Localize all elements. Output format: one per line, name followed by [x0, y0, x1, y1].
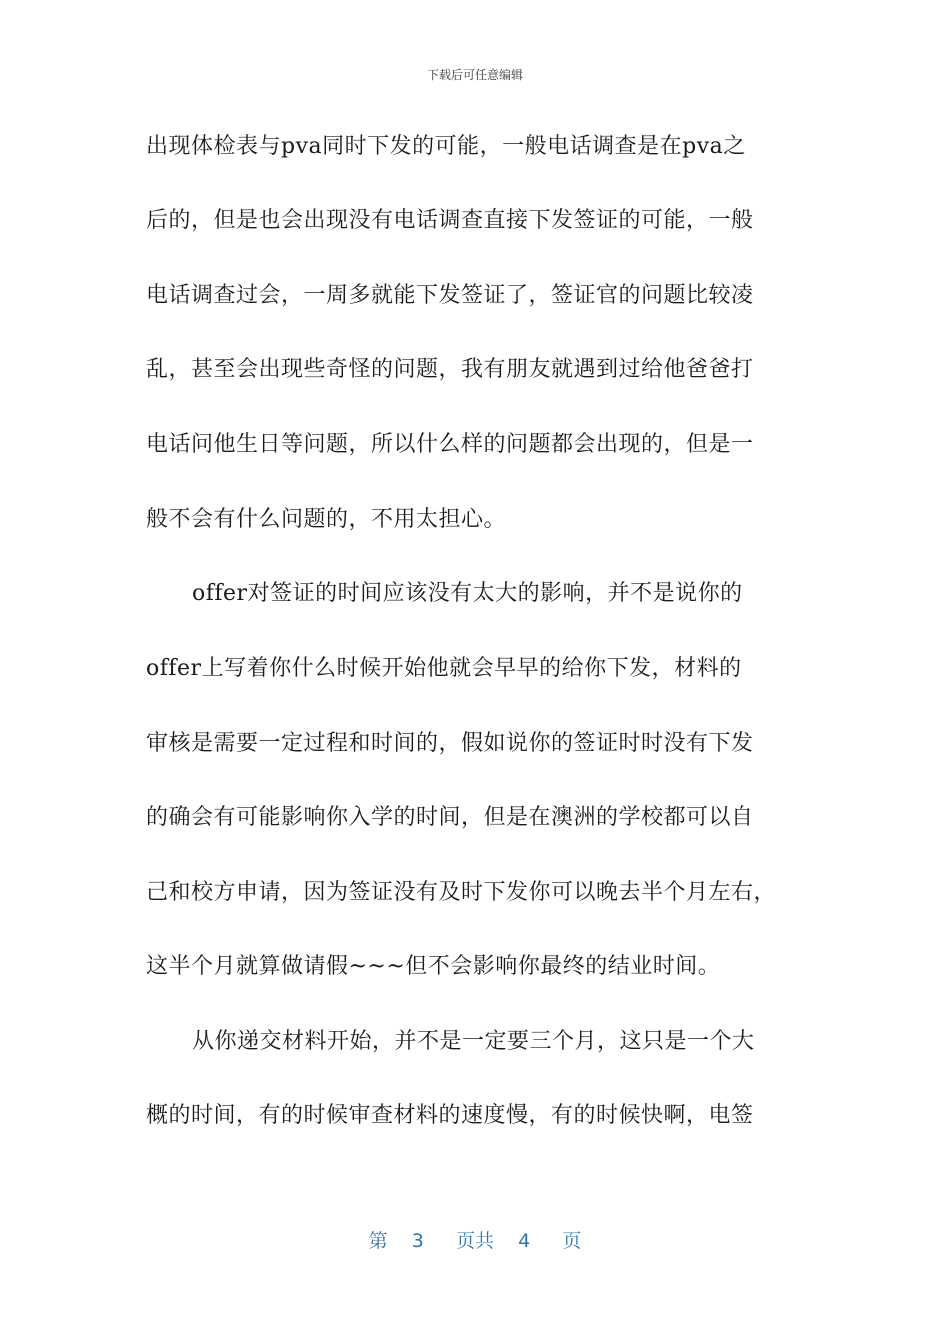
text-line: offer上写着你什么时候开始他就会早早的给你下发，材料的 — [146, 656, 742, 681]
text-line: offer对签证的时间应该没有太大的影响，并不是说你的 — [192, 581, 743, 606]
header-note: 下载后可任意编辑 — [426, 68, 523, 82]
total-pages-number: 4 — [518, 1230, 531, 1252]
text-line: 己和校方申请，因为签证没有及时下发你可以晚去半个月左右， — [146, 880, 777, 905]
text-line: 的确会有可能影响你入学的时间，但是在澳洲的学校都可以自 — [146, 805, 754, 830]
text-line: 后的，但是也会出现没有电话调查直接下发签证的可能，一般 — [146, 208, 754, 233]
page-footer — [0, 1226, 950, 1253]
footer-label-ye-gong: 页共 — [455, 1230, 494, 1252]
current-page-number: 3 — [411, 1230, 424, 1252]
text-line: 电话调查过会，一周多就能下发签证了，签证官的问题比较凌 — [146, 283, 754, 308]
text-line: 乱，甚至会出现些奇怪的问题，我有朋友就遇到过给他爸爸打 — [146, 357, 754, 382]
text-line: 出现体检表与pva同时下发的可能，一般电话调查是在pva之 — [146, 134, 746, 159]
text-line: 般不会有什么问题的，不用太担心。 — [146, 507, 507, 532]
text-line: 概的时间，有的时候审查材料的速度慢，有的时候快啊，电签 — [146, 1103, 754, 1128]
text-line: 电话问他生日等问题，所以什么样的问题都会出现的，但是一 — [146, 432, 754, 457]
footer-label-di: 第 — [368, 1230, 388, 1252]
text-line: 这半个月就算做请假~~~但不会影响你最终的结业时间。 — [146, 954, 721, 979]
text-line: 从你递交材料开始，并不是一定要三个月，这只是一个大 — [192, 1029, 755, 1054]
text-line: 审核是需要一定过程和时间的，假如说你的签证时时没有下发 — [146, 731, 754, 756]
footer-label-ye: 页 — [562, 1230, 582, 1252]
